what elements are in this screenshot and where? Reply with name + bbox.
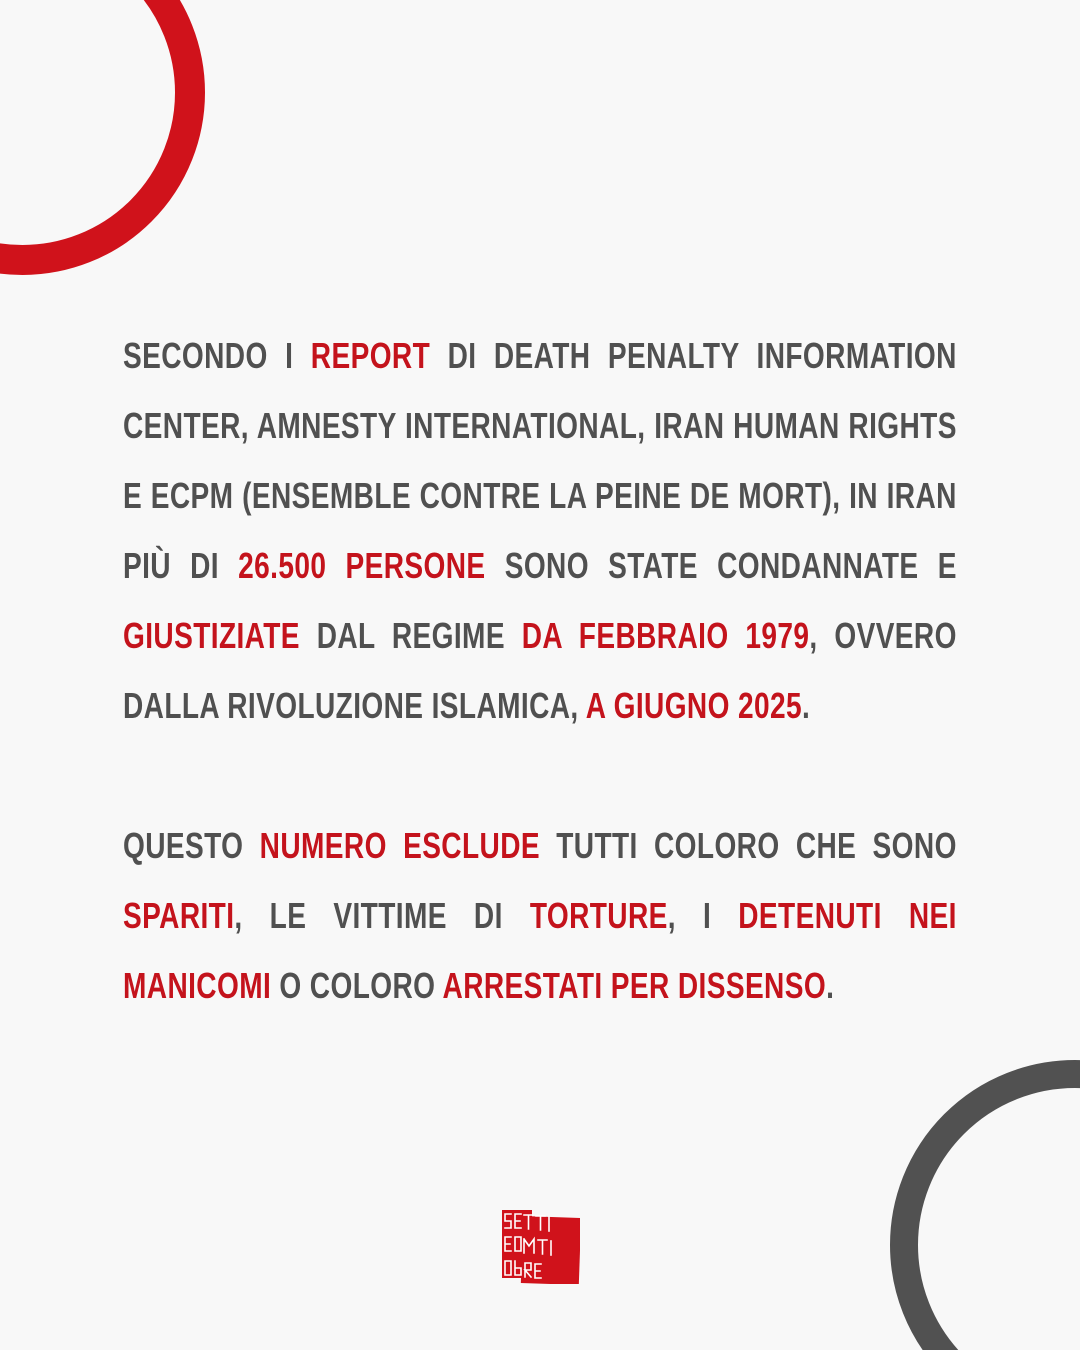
- text-segment: DI DEATH PENALTY INFORMATION CENTER, AMNESTY INTERNATIONAL, IRAN HUMAN RIGHTS E ECPM (ENSEMBLE CONTRE LA PEINE DE MORT), IN IRAN PIÙ DI: [123, 335, 957, 586]
- highlight-numero-esclude: NUMERO ESCLUDE: [259, 825, 540, 866]
- paragraph-exclusions: [123, 811, 957, 1021]
- highlight-start-date: DA FEBBRAIO 1979: [521, 615, 810, 656]
- text-segment: , OVVERO DALLA RIVOLUZIONE ISLAMICA,: [123, 615, 957, 726]
- gray-ring-decoration: [890, 1060, 1080, 1350]
- text-segment: , I: [667, 895, 739, 936]
- highlight-giustiziate: GIUSTIZIATE: [123, 615, 300, 656]
- highlight-report: REPORT: [310, 335, 431, 376]
- text-segment: O COLORO: [271, 965, 443, 1006]
- highlight-end-date: A GIUGNO 2025: [585, 685, 803, 726]
- text-segment: TUTTI COLORO CHE SONO: [539, 825, 957, 866]
- text-segment: SECONDO I: [123, 335, 311, 376]
- highlight-spariti: SPARITI: [123, 895, 235, 936]
- highlight-persone: 26.500 PERSONE: [238, 545, 486, 586]
- text-segment: .: [802, 685, 811, 726]
- text-segment: DAL REGIME: [299, 615, 522, 656]
- text-segment: QUESTO: [123, 825, 260, 866]
- highlight-dissenso: ARRESTATI PER DISSENSO: [442, 965, 827, 1006]
- highlight-detenuti: DETENUTI NEI MANICOMI: [123, 895, 957, 1006]
- text-segment: SONO STATE CONDANNATE E: [485, 545, 957, 586]
- text-segment: .: [826, 965, 835, 1006]
- paragraph-executions: [123, 321, 957, 741]
- red-ring-decoration: [0, 0, 205, 275]
- highlight-torture: TORTURE: [529, 895, 668, 936]
- text-segment: , LE VITTIME DI: [234, 895, 530, 936]
- brand-logo: [502, 1210, 580, 1284]
